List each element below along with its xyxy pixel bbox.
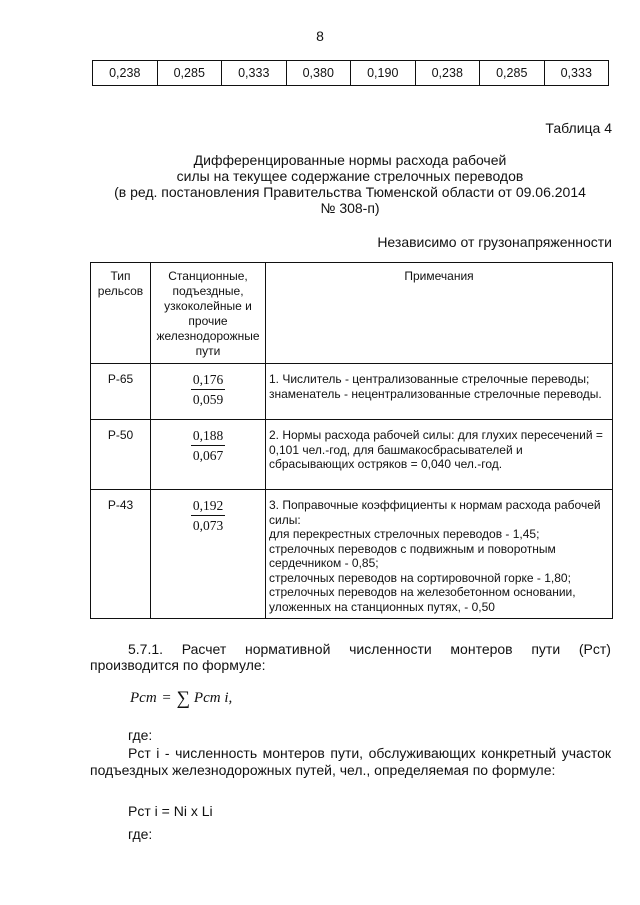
- def-word: численность: [175, 745, 258, 761]
- norm-fraction: [191, 498, 225, 534]
- para-571-line1: [128, 641, 611, 657]
- title-line: (в ред. постановления Правительства Тюменской области от 09.06.2014: [114, 184, 586, 200]
- para-571-line2: производится по формуле:: [90, 657, 266, 673]
- formula-pst-i: Рст i = Ni x Li: [128, 803, 213, 819]
- norm-fraction-cell: [151, 490, 266, 619]
- def-word: i: [156, 745, 160, 761]
- norm-fraction: [191, 428, 225, 464]
- def-word: участок: [561, 745, 611, 761]
- table-cell: 0,285: [480, 61, 545, 86]
- title-line: № 308-п): [320, 200, 380, 216]
- rail-type-cell: Р-43: [91, 490, 151, 619]
- para-word: монтеров: [450, 641, 513, 657]
- table-cell: 0,238: [415, 61, 480, 86]
- independence-note: Независимо от грузонапряженности: [377, 234, 612, 250]
- table-row: [91, 420, 613, 490]
- table-cell: 0,238: [93, 61, 158, 86]
- def-word: Рст: [128, 745, 151, 761]
- formula-sum: [130, 688, 232, 710]
- page-number: 8: [316, 28, 324, 44]
- sum-icon: ∑: [176, 688, 191, 709]
- def-word: пути,: [330, 745, 364, 761]
- formula-rhs: Рст i,: [193, 690, 233, 706]
- title-line: силы на текущее содержание стрелочных переводов: [176, 168, 524, 184]
- norms-table: [90, 262, 613, 619]
- definition-line1: [128, 745, 611, 761]
- rail-type-cell: Р-50: [91, 420, 151, 490]
- table-label: Таблица 4: [545, 120, 612, 136]
- formula-eq: =: [162, 690, 171, 706]
- table-cell: 0,285: [157, 61, 222, 86]
- formula-lhs: Рст: [130, 690, 157, 706]
- note-cell: 2. Нормы расхода рабочей силы: для глухих пересечений = 0,101 чел.-год, для башмакосбрасывателей и сбрасывающих остряков = 0,040 чел.-год.: [266, 420, 613, 490]
- para-word: Расчет: [181, 641, 227, 657]
- header-station: Станционные, подъездные, узкоколейные и прочие железнодорожные пути: [151, 263, 266, 364]
- header-notes: Примечания: [266, 263, 613, 364]
- table-row: [91, 364, 613, 420]
- norm-fraction-cell: [151, 420, 266, 490]
- where-label: где:: [128, 727, 153, 743]
- top-values-table: [92, 60, 609, 86]
- fraction-denominator: 0,067: [192, 448, 224, 463]
- table-cell: 0,190: [351, 61, 416, 86]
- note-cell: 1. Числитель - централизованные стрелочные переводы; знаменатель - нецентрализованные стрелочные переводы.: [266, 364, 613, 420]
- table-cell: 0,380: [286, 61, 351, 86]
- para-word: (Рст): [578, 641, 611, 657]
- definition-line2: подъездных железнодорожных путей, чел., определяемая по формуле:: [90, 762, 556, 778]
- def-word: -: [164, 745, 170, 761]
- table-row: [91, 490, 613, 619]
- note-line: стрелочных переводов с подвижным и поворотным сердечником - 0,85;: [269, 541, 556, 570]
- table-header-row: [91, 263, 613, 364]
- def-word: монтеров: [262, 745, 325, 761]
- table-cell: 0,333: [544, 61, 609, 86]
- def-word: конкретный: [481, 745, 557, 761]
- where-label: где:: [128, 826, 153, 842]
- fraction-numerator: 0,188: [191, 428, 225, 446]
- table-cell: 0,333: [222, 61, 287, 86]
- fraction-numerator: 0,176: [191, 372, 225, 390]
- norm-fraction-cell: [151, 364, 266, 420]
- para-word: численности: [349, 641, 432, 657]
- title-line: Дифференцированные нормы расхода рабочей: [193, 152, 507, 168]
- para-word: пути: [531, 641, 561, 657]
- table-title: [90, 152, 610, 216]
- table-row: [93, 61, 609, 86]
- fraction-denominator: 0,059: [192, 392, 224, 407]
- note-cell: [266, 490, 613, 619]
- def-word: обслуживающих: [368, 745, 476, 761]
- para-word: нормативной: [245, 641, 331, 657]
- header-rail-type: Тип рельсов: [91, 263, 151, 364]
- note-line: 3. Поправочные коэффициенты к нормам расхода рабочей силы:: [269, 498, 601, 527]
- fraction-numerator: 0,192: [191, 498, 225, 516]
- note-line: стрелочных переводов на железобетонном основании, уложенных на станционных путях, - 0,50: [269, 585, 576, 614]
- rail-type-cell: Р-65: [91, 364, 151, 420]
- note-line: стрелочных переводов на сортировочной горке - 1,80;: [269, 570, 571, 585]
- para-word: 5.7.1.: [128, 641, 164, 657]
- norm-fraction: [191, 372, 225, 408]
- note-line: для перекрестных стрелочных переводов - 1,45;: [269, 527, 540, 541]
- fraction-denominator: 0,073: [192, 518, 224, 533]
